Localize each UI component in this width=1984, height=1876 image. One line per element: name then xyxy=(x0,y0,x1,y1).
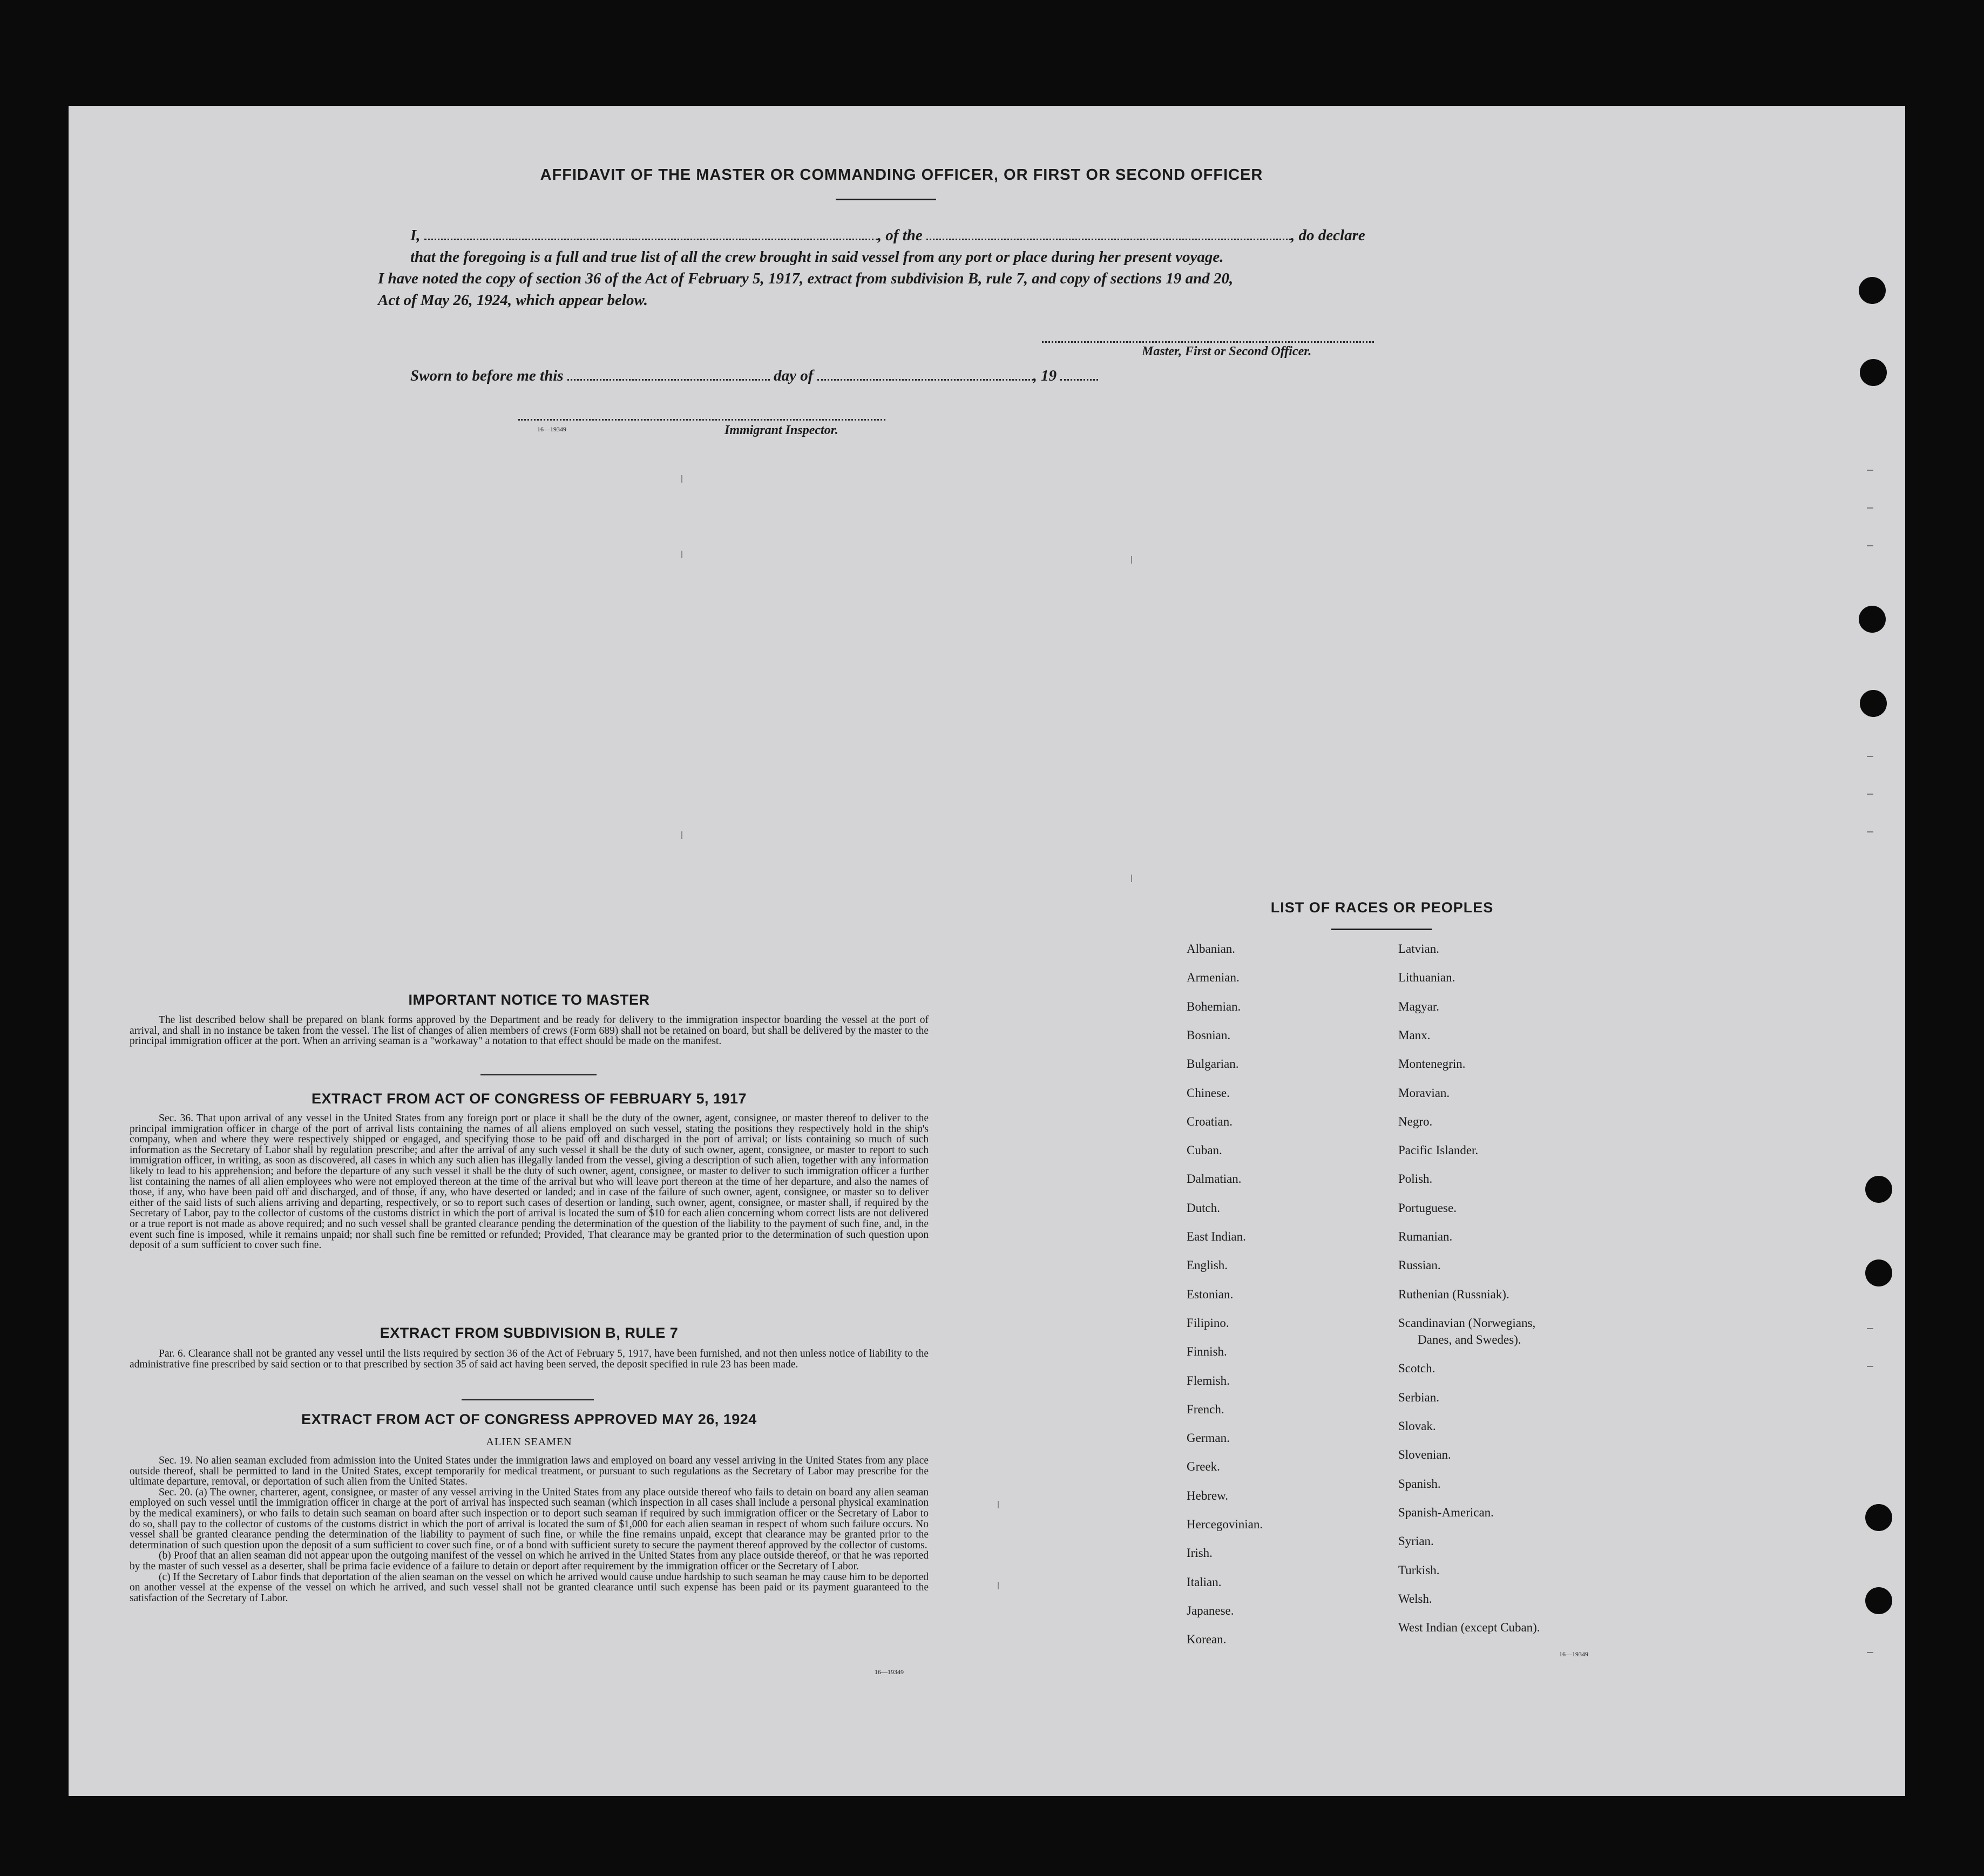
race-list-item: Pacific Islander. xyxy=(1398,1143,1479,1157)
sworn-year-blank[interactable] xyxy=(1060,376,1098,381)
race-list-item: Ruthenian (Russniak). xyxy=(1398,1288,1509,1301)
race-list-item: Irish. xyxy=(1187,1546,1213,1560)
punch-hole-7 xyxy=(1865,1504,1892,1531)
race-list-item: Latvian. xyxy=(1398,942,1439,956)
race-list-item: Scandinavian (Norwegians, xyxy=(1398,1316,1536,1330)
race-list-item: Bohemian. xyxy=(1187,1000,1241,1013)
race-list-item: Hebrew. xyxy=(1187,1489,1229,1502)
race-list-item: West Indian (except Cuban). xyxy=(1398,1621,1540,1634)
race-list-item: Magyar. xyxy=(1398,1000,1440,1013)
sworn-label: Sworn to before me this xyxy=(410,367,564,384)
edge-tick xyxy=(1867,756,1873,757)
signature-label: Master, First or Second Officer. xyxy=(1142,344,1312,358)
race-list-item: Bulgarian. xyxy=(1187,1057,1239,1071)
affidavit-line-2: that the foregoing is a full and true list of all the crew brought in said vessel from any port or place during her present voyage. xyxy=(410,248,1224,266)
race-list-item: Slovenian. xyxy=(1398,1448,1451,1461)
race-list-item: Albanian. xyxy=(1187,942,1236,956)
edge-tick xyxy=(1867,1366,1873,1367)
races-left-column xyxy=(1187,942,1392,1660)
affidavit-i-label: I, xyxy=(410,227,421,244)
race-list-item: Syrian. xyxy=(1398,1534,1434,1548)
punch-hole-6 xyxy=(1865,1259,1892,1286)
notice-paragraph: The list described below shall be prepared on blank forms approved by the Department and be ready for delivery to the immigration inspector boarding the vessel at the port of arrival, and shall in no instance be taken from the vessel. The list of changes of alien members of crews (Form 689) shall not be retained on board, but shall be delivered by the master to the principal immigration officer at the port. When an arriving seaman is a "workaway" a notation to that effect should be made on the manifest. xyxy=(130,1014,929,1047)
sec-20c-paragraph: (c) If the Secretary of Labor finds that deportation of the alien seaman on the vessel on which he arrived would cause undue hardship to such seaman he may cause him to be deported on another vessel at the expense of the vessel on which he arrived, and such vessel shall not be granted clearance until such expense has been paid or its payment guaranteed to the satisfaction of the Secretary of Labor. xyxy=(130,1571,929,1604)
races-form-number: 16—19349 xyxy=(1559,1650,1588,1658)
race-list-item: Dalmatian. xyxy=(1187,1172,1242,1186)
affidavit-line-3: I have noted the copy of section 36 of the Act of February 5, 1917, extract from subdivision B, rule 7, and copy of sections 19 and 20, xyxy=(378,270,1234,287)
punch-hole-4 xyxy=(1860,690,1887,717)
race-list-item: Greek. xyxy=(1187,1460,1220,1473)
inspector-signature-blank[interactable] xyxy=(518,416,885,421)
sworn-month-blank[interactable] xyxy=(817,376,1033,381)
fold-tick xyxy=(998,1582,999,1589)
race-list-item: Montenegrin. xyxy=(1398,1057,1466,1071)
race-list-item: Japanese. xyxy=(1187,1604,1234,1617)
edge-tick xyxy=(1867,831,1873,832)
extract-1924-text xyxy=(130,1455,929,1603)
race-list-item: East Indian. xyxy=(1187,1230,1246,1243)
punch-hole-1 xyxy=(1859,277,1886,304)
extract-1917-text xyxy=(130,1113,929,1251)
race-list-item: Flemish. xyxy=(1187,1374,1230,1387)
affidavit-form-number: 16—19349 xyxy=(537,425,566,433)
race-list-item: Polish. xyxy=(1398,1172,1433,1186)
race-list-item: Manx. xyxy=(1398,1028,1431,1042)
sec-19-paragraph: Sec. 19. No alien seaman excluded from admission into the United States under the immigration laws and employed on board any vessel arriving in the United States from any place outside thereof, shall be permitted to land in the United States, except temporarily for medical treatment, or pursuant to such regulations as the Secretary of Labor may prescribe for the ultimate departure, removal, or deportation of such alien from the United States. xyxy=(130,1455,929,1488)
fold-tick xyxy=(998,1501,999,1508)
punch-hole-3 xyxy=(1859,606,1886,633)
punch-hole-2 xyxy=(1860,359,1887,386)
notice-divider xyxy=(480,1074,597,1075)
race-list-item: Danes, and Swedes). xyxy=(1418,1333,1521,1346)
alien-seamen-subtitle: ALIEN SEAMEN xyxy=(486,1436,572,1448)
race-list-item: Filipino. xyxy=(1187,1316,1229,1330)
race-list-item: Moravian. xyxy=(1398,1086,1450,1100)
race-list-item: Estonian. xyxy=(1187,1288,1234,1301)
fold-tick xyxy=(681,831,682,839)
extract-1924-title: EXTRACT FROM ACT OF CONGRESS APPROVED MAY 26, 1924 xyxy=(301,1411,757,1427)
extract-1917-title: EXTRACT FROM ACT OF CONGRESS OF FEBRUARY 5, 1917 xyxy=(311,1091,747,1107)
race-list-item: Spanish-American. xyxy=(1398,1506,1494,1519)
extract-rule7-title: EXTRACT FROM SUBDIVISION B, RULE 7 xyxy=(380,1325,679,1341)
races-title-rule xyxy=(1331,929,1432,930)
race-list-item: English. xyxy=(1187,1258,1228,1272)
notice-text xyxy=(130,1015,929,1047)
inspector-label: Immigrant Inspector. xyxy=(724,423,838,437)
race-list-item: Korean. xyxy=(1187,1633,1227,1646)
par-6-paragraph: Par. 6. Clearance shall not be granted any vessel until the lists required by section 36 of the Act of February 5, 1917, have been furnished, and not then unless notice of liability to the administrative fine prescribed by said section or to that prescribed by section 35 of said act having been served, the deposit specified in rule 23 has been made. xyxy=(130,1348,929,1370)
edge-tick xyxy=(1867,1328,1873,1329)
vessel-blank[interactable] xyxy=(926,235,1291,240)
signature-blank[interactable] xyxy=(1042,338,1374,343)
affidavit-line-4: Act of May 26, 1924, which appear below. xyxy=(378,292,648,309)
fold-tick xyxy=(1131,556,1132,564)
sworn-line xyxy=(410,367,1404,385)
race-list-item: Bosnian. xyxy=(1187,1028,1231,1042)
sworn-day-blank[interactable] xyxy=(567,376,770,381)
race-list-item: Italian. xyxy=(1187,1575,1222,1589)
race-list-item: Rumanian. xyxy=(1398,1230,1453,1243)
edge-tick xyxy=(1867,545,1873,546)
race-list-item: Lithuanian. xyxy=(1398,971,1455,984)
year-label: , 19 xyxy=(1033,367,1057,384)
race-list-item: Serbian. xyxy=(1398,1391,1440,1404)
edge-tick xyxy=(1867,794,1873,795)
edge-tick xyxy=(1867,470,1873,471)
affidavit-title-rule xyxy=(836,199,936,200)
race-list-item: Scotch. xyxy=(1398,1362,1435,1375)
race-list-item: Portuguese. xyxy=(1398,1201,1457,1215)
sec-20a-paragraph: Sec. 20. (a) The owner, charterer, agent, consignee, or master of any vessel arriving in the United States from any place outside thereof who fails to detain on board any alien seaman employed on such vessel until the immigration officer in charge at the port of arrival has inspected such seaman (which inspection in all cases shall include a personal physical examination by the medical examiners), or who fails to detain such seaman on board after such inspection or to deport such seaman if required by such immigration officer or the Secretary of Labor to do so, shall pay to the collector of customs of the customs district in which the port of arrival is located the sum of $1,000 for each alien seaman in respect of whom such failure occurs. No vessel shall be granted clearance pending the determination of the liability to payment of such fine, or while the fine remains unpaid, except that clearance may be granted prior to the determination of such question upon the deposit of a sum sufficient to cover such fine, or of a bond with sufficient surety to secure the payment thereof approved by the collector of customs. xyxy=(130,1486,929,1551)
notice-title: IMPORTANT NOTICE TO MASTER xyxy=(408,992,650,1008)
affidavit-line-1 xyxy=(410,227,1404,245)
races-title: LIST OF RACES OR PEOPLES xyxy=(1270,899,1494,916)
race-list-item: Hercegovinian. xyxy=(1187,1518,1263,1531)
punch-hole-8 xyxy=(1865,1587,1892,1614)
fold-tick xyxy=(681,551,682,558)
sec-36-paragraph: Sec. 36. That upon arrival of any vessel in the United States from any foreign port or place it shall be the duty of the owner, agent, consignee, or master thereof to deliver to the principal immigration officer in charge of the port of arrival lists containing the names of all aliens employed on such vessel, stating the positions they respectively hold in the ship's company, when and where they were respectively shipped or engaged, and specifying those to be paid off and discharged in the port of arrival; or lists containing so much of such information as the Secretary of Labor shall by regulation prescribe; and after the arrival of any such vessel it shall be the duty of such owner, agent, consignee, or master to report to such immigration officer, in writing, as soon as discovered, all cases in which any such alien has illegally landed from the vessel, giving a description of such alien, together with any information likely to lead to his apprehension; and before the departure of any such vessel it shall be the duty of such owner, agent, consignee, or master to deliver to such immigration officer a further list containing the names of all alien employees who were not employed thereon at the time of the arrival but who will leave port thereon at the time of her departure, and also the names of those, if any, who have been paid off and discharged, and of those, if any, who have deserted or landed; and in case of the failure of such owner, agent, consignee, or master so to deliver either of the said lists of such aliens arriving and departing, respectively, or so to report such cases of desertion or landing, such owner, agent, consignee, or master shall, if required by the Secretary of Labor, pay to the collector of customs of the customs district in which the port of arrival is located the sum of $10 for each alien concerning whom correct lists are not delivered or a true report is not made as above required; and no such vessel shall be granted clearance pending the determination of the question of the liability to the payment of such fine, and, in the event such fine is imposed, while it remains unpaid; nor shall such fine be remitted or refunded; Provided, That clearance may be granted prior to the determination of such question upon deposit of a sum sufficient to cover such fine. xyxy=(130,1113,929,1251)
name-blank[interactable] xyxy=(424,235,878,240)
of-the-label: , of the xyxy=(877,227,923,244)
race-list-item: Cuban. xyxy=(1187,1143,1222,1157)
race-list-item: French. xyxy=(1187,1403,1224,1416)
race-list-item: Welsh. xyxy=(1398,1592,1432,1606)
sec-20b-paragraph: (b) Proof that an alien seaman did not appear upon the outgoing manifest of the vessel on which he arrived in the United States from any place outside thereof, or that he was reported by the master of such vessel as a deserter, shall be prima facie evidence of a failure to detain or deport after requirement by the immigration officer or the Secretary of Labor. xyxy=(130,1550,929,1572)
edge-tick xyxy=(1867,1652,1873,1653)
race-list-item: Croatian. xyxy=(1187,1115,1233,1128)
punch-hole-5 xyxy=(1865,1176,1892,1203)
race-list-item: Negro. xyxy=(1398,1115,1433,1128)
extract-form-number: 16—19349 xyxy=(875,1668,904,1676)
race-list-item: Finnish. xyxy=(1187,1345,1227,1358)
fold-tick xyxy=(681,475,682,483)
extract-rule7-text xyxy=(130,1349,929,1370)
race-list-item: Chinese. xyxy=(1187,1086,1230,1100)
race-list-item: German. xyxy=(1187,1431,1230,1445)
race-list-item: Spanish. xyxy=(1398,1477,1441,1491)
race-list-item: Dutch. xyxy=(1187,1201,1220,1215)
fold-tick xyxy=(1131,875,1132,882)
day-of-label: day of xyxy=(774,367,814,384)
rule7-divider xyxy=(462,1399,594,1400)
race-list-item: Armenian. xyxy=(1187,971,1240,984)
edge-tick xyxy=(1867,507,1873,509)
race-list-item: Russian. xyxy=(1398,1258,1441,1272)
affidavit-title: AFFIDAVIT OF THE MASTER OR COMMANDING OFFICER, OR FIRST OR SECOND OFFICER xyxy=(540,166,1263,184)
race-list-item: Slovak. xyxy=(1398,1419,1436,1433)
do-declare-label: , do declare xyxy=(1291,227,1365,244)
race-list-item: Turkish. xyxy=(1398,1563,1440,1577)
races-right-column xyxy=(1398,942,1636,1660)
